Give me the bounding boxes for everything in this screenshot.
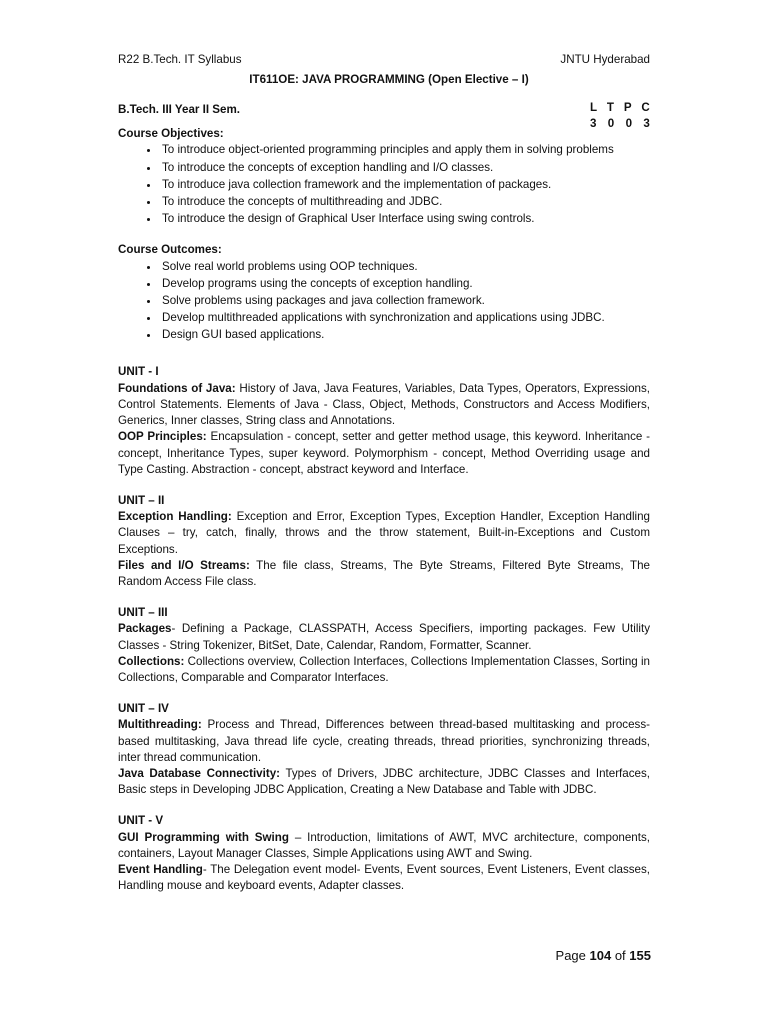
objective-item: • To introduce java collection framework and the implementation of packages. [160, 177, 650, 194]
ltpc-label-l: L [590, 101, 598, 115]
topic-heading: Event Handling [118, 862, 203, 876]
page-total: 155 [629, 948, 651, 963]
topic-text: - The Delegation event model- Events, Event sources, Event Listeners, Event classes, Handling mouse and keyboard events, Adapter classes. [118, 862, 651, 893]
topic-text: The file class, Streams, The Byte Streams, Filtered Byte Streams, The Random Access File class. [118, 558, 650, 588]
outcome-item: • Develop multithreaded applications with synchronization and applications using JDBC. [160, 310, 650, 327]
unit-title: UNIT - I [118, 365, 159, 379]
objective-item: • To introduce object-oriented programming principles and apply them in solving problems [160, 142, 650, 159]
unit-paragraph [118, 429, 650, 478]
topic-text: History of Java, Java Features, Variables, Data Types, Operators, Expressions, Control Statements. Elements of Java - Class, Object, Methods, Constructors and Access Modifiers, Generics, Inner classes, String class and Annotations. [118, 381, 650, 428]
outcomes-list [118, 259, 650, 345]
ltpc-values [590, 116, 650, 132]
footer-prefix: Page [555, 948, 590, 963]
topic-text: Types of Drivers, JDBC architecture, JDBC Classes and Interfaces, Basic steps in Developing JDBC Application, Creating a New Database and Table with JDBC. [118, 766, 650, 797]
unit-1 [118, 364, 650, 477]
semester-label: B.Tech. III Year II Sem. [118, 103, 241, 117]
ltpc-value-c: 3 [643, 117, 650, 131]
objectives-list [118, 142, 650, 228]
unit-3 [118, 605, 650, 686]
topic-text: Encapsulation - concept, setter and getter method usage, this keyword. Inheritance - concept, Inheritance Types, super keyword. Polymorphism - concept, Method Overriding usage and Type Casting. Abstraction - concept, abstract keyword and Interface. [118, 430, 650, 476]
topic-heading: Foundations of Java: [118, 381, 236, 395]
unit-5 [118, 813, 650, 894]
topic-text: - Defining a Package, CLASSPATH, Access Specifiers, importing packages. Few Utility Classes - String Tokenizer, BitSet, Date, Calendar, Random, Formatter, Scanner. [118, 622, 650, 652]
objective-item: • To introduce the concepts of exception handling and I/O classes. [160, 160, 650, 177]
topic-text: Collections overview, Collection Interfaces, Collections Implementation Classes, Sorting in Collections, Comparable and Comparator Interfaces. [118, 654, 650, 684]
outcomes-heading: Course Outcomes: [118, 243, 222, 257]
topic-heading: Exception Handling: [118, 510, 232, 524]
course-objectives [118, 126, 650, 228]
ltpc-label-p: P [623, 101, 632, 115]
unit-title: UNIT - V [118, 814, 164, 828]
unit-paragraph [118, 381, 650, 430]
unit-paragraph [118, 766, 650, 798]
unit-paragraph [118, 509, 650, 558]
unit-paragraph [118, 654, 650, 686]
outcome-item: • Solve problems using packages and java collection framework. [160, 293, 650, 310]
ltpc-value-t: 0 [607, 117, 615, 131]
ltpc-labels [590, 100, 650, 116]
outcome-item: • Solve real world problems using OOP techniques. [160, 259, 650, 276]
unit-paragraph [118, 621, 650, 653]
ltpc-label-t: T [606, 101, 615, 115]
header-left: R22 B.Tech. IT Syllabus [118, 53, 242, 66]
course-outcomes [118, 242, 650, 344]
topic-heading: Multithreading: [118, 718, 202, 732]
topic-heading: Collections: [118, 654, 185, 668]
topic-text: Exception and Error, Exception Types, Exception Handler, Exception Handling Clauses – try, catch, finally, throws and the throw statement, Built-in-Exceptions and Custom Exceptions. [118, 510, 650, 556]
outcome-item: • Develop programs using the concepts of exception handling. [160, 276, 650, 293]
objectives-heading: Course Objectives: [118, 127, 224, 141]
footer-mid: of [611, 948, 630, 963]
syllabus-page [118, 52, 650, 894]
unit-title: UNIT – II [118, 493, 165, 507]
topic-heading: GUI Programming with Swing [118, 830, 289, 844]
ltpc-value-p: 0 [625, 117, 633, 131]
page-number: 104 [589, 948, 612, 963]
unit-2 [118, 493, 650, 590]
objective-item: • To introduce the concepts of multithreading and JDBC. [160, 194, 650, 211]
unit-title: UNIT – III [118, 606, 168, 620]
page-footer [556, 948, 651, 964]
topic-heading: Java Database Connectivity: [118, 766, 281, 780]
course-title: IT611OE: JAVA PROGRAMMING (Open Elective – I) [249, 73, 529, 86]
unit-paragraph [118, 862, 650, 894]
objective-item: • To introduce the design of Graphical User Interface using swing controls. [160, 211, 650, 228]
unit-paragraph [118, 558, 650, 590]
outcome-item: • Design GUI based applications. [160, 327, 650, 344]
page-header [118, 52, 650, 68]
topic-heading: Packages [118, 622, 172, 636]
ltpc-table [590, 100, 650, 132]
ltpc-value-l: 3 [590, 117, 597, 131]
header-right: JNTU Hyderabad [560, 53, 650, 66]
unit-title: UNIT – IV [118, 702, 169, 716]
topic-heading: OOP Principles: [118, 430, 207, 444]
unit-4 [118, 701, 650, 798]
topic-text: Process and Thread, Differences between thread-based multitasking and process-based multitasking, Java thread life cycle, creating threads, thread priorities, synchronizing threads, inter thread communication. [118, 718, 650, 764]
topic-heading: Files and I/O Streams: [118, 558, 250, 572]
ltpc-label-c: C [641, 101, 650, 115]
topic-text: – Introduction, limitations of AWT, MVC architecture, components, containers, Layout Manager Classes, Simple Applications using AWT and Swing. [118, 830, 650, 860]
unit-paragraph [118, 717, 650, 766]
unit-paragraph [118, 830, 650, 862]
